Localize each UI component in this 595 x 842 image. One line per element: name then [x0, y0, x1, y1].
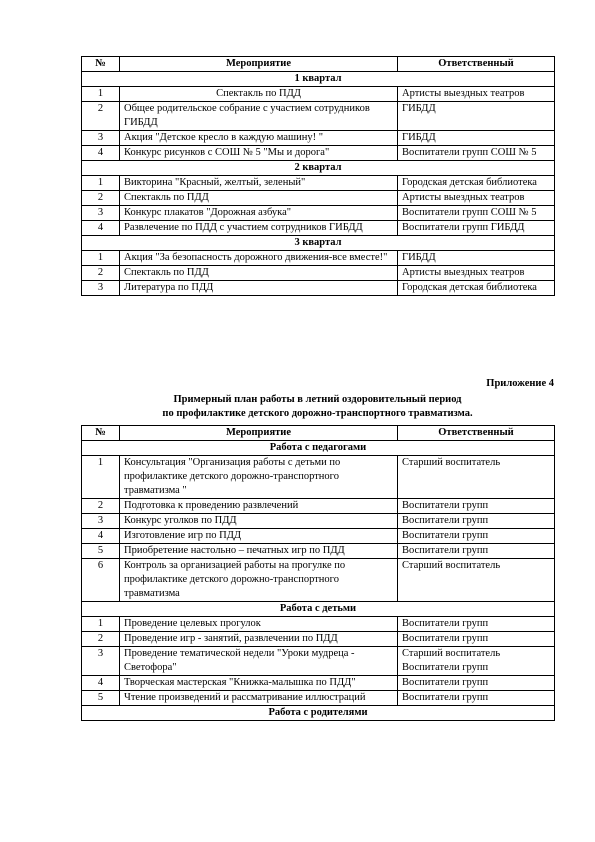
row-responsible: Воспитатели групп: [398, 499, 555, 514]
row-number: 1: [82, 617, 120, 632]
table-row: [82, 102, 555, 131]
row-event: Приобретение настольно – печатных игр по ПДД: [120, 544, 398, 559]
appendix-label: Приложение 4: [486, 378, 554, 389]
section-title: Работа с родителями: [82, 706, 555, 721]
row-responsible: Старший воспитатель Воспитатели групп: [398, 647, 555, 676]
section-title: 2 квартал: [82, 161, 555, 176]
table-row: [82, 499, 555, 514]
table-row: [82, 281, 555, 296]
table-row: [82, 691, 555, 706]
row-responsible: Артисты выездных театров: [398, 266, 555, 281]
row-number: 3: [82, 647, 120, 676]
section-row: [82, 72, 555, 87]
table-row: [82, 647, 555, 676]
table-row: [82, 617, 555, 632]
row-number: 4: [82, 146, 120, 161]
row-number: 3: [82, 206, 120, 221]
row-number: 1: [82, 87, 120, 102]
col-header-responsible: Ответственный: [398, 426, 555, 441]
row-number: 4: [82, 529, 120, 544]
row-event: Викторина "Красный, желтый, зеленый": [120, 176, 398, 191]
row-responsible: Городская детская библиотека: [398, 281, 555, 296]
row-responsible: ГИБДД: [398, 131, 555, 146]
section-row: [82, 706, 555, 721]
section-row: [82, 161, 555, 176]
section-title: Работа с детьми: [82, 602, 555, 617]
plan-table-summer: [81, 425, 555, 721]
row-event: Консультация "Организация работы с детьми по профилактике детского дорожно-транспортного травматизма ": [120, 456, 398, 499]
row-responsible: Воспитатели групп: [398, 676, 555, 691]
row-number: 4: [82, 676, 120, 691]
row-number: 2: [82, 499, 120, 514]
table-row: [82, 191, 555, 206]
row-event: Спектакль по ПДД: [120, 87, 398, 102]
row-responsible: Воспитатели групп: [398, 514, 555, 529]
row-number: 3: [82, 281, 120, 296]
table-row: [82, 559, 555, 602]
row-responsible: Старший воспитатель: [398, 456, 555, 499]
section-row: [82, 236, 555, 251]
col-header-event: Мероприятие: [120, 57, 398, 72]
row-responsible: Воспитатели групп: [398, 691, 555, 706]
table-row: [82, 146, 555, 161]
row-number: 6: [82, 559, 120, 602]
row-responsible: ГИБДД: [398, 102, 555, 131]
table-row: [82, 206, 555, 221]
row-event: Литература по ПДД: [120, 281, 398, 296]
row-event: Изготовление игр по ПДД: [120, 529, 398, 544]
row-number: 5: [82, 544, 120, 559]
table-row: [82, 131, 555, 146]
row-event: Чтение произведений и рассматривание иллюстраций: [120, 691, 398, 706]
row-responsible: Артисты выездных театров: [398, 191, 555, 206]
row-event: Спектакль по ПДД: [120, 266, 398, 281]
row-event: Общее родительское собрание с участием сотрудников ГИБДД: [120, 102, 398, 131]
table-row: [82, 529, 555, 544]
section-row: [82, 602, 555, 617]
table-row: [82, 632, 555, 647]
row-event: Проведение тематической недели "Уроки мудреца - Светофора": [120, 647, 398, 676]
row-event: Развлечение по ПДД с участием сотрудников ГИБДД: [120, 221, 398, 236]
row-event: Конкурс уголков по ПДД: [120, 514, 398, 529]
table-row: [82, 514, 555, 529]
row-responsible: Воспитатели групп: [398, 529, 555, 544]
section-title: 3 квартал: [82, 236, 555, 251]
table-row: [82, 266, 555, 281]
row-responsible: Артисты выездных театров: [398, 87, 555, 102]
table-row: [82, 221, 555, 236]
row-number: 5: [82, 691, 120, 706]
row-event: Акция "Детское кресло в каждую машину! ": [120, 131, 398, 146]
row-responsible: Воспитатели групп: [398, 617, 555, 632]
row-event: Конкурс плакатов "Дорожная азбука": [120, 206, 398, 221]
table-row: [82, 176, 555, 191]
row-number: 4: [82, 221, 120, 236]
row-number: 1: [82, 456, 120, 499]
table-row: [82, 456, 555, 499]
plan-title-line-2: по профилактике детского дорожно-транспортного травматизма.: [162, 408, 473, 419]
table-header-row: [82, 426, 555, 441]
row-event: Акция "За безопасность дорожного движения-все вместе!": [120, 251, 398, 266]
section-title: Работа с педагогами: [82, 441, 555, 456]
table-header-row: [82, 57, 555, 72]
row-responsible: Старший воспитатель: [398, 559, 555, 602]
row-number: 1: [82, 176, 120, 191]
section-title: 1 квартал: [82, 72, 555, 87]
row-responsible: Воспитатели групп: [398, 544, 555, 559]
row-responsible: Воспитатели групп ГИБДД: [398, 221, 555, 236]
row-responsible: Воспитатели групп СОШ № 5: [398, 146, 555, 161]
row-number: 1: [82, 251, 120, 266]
row-number: 3: [82, 514, 120, 529]
row-event: Контроль за организацией работы на прогулке по профилактике детского дорожно-транспортного травматизма: [120, 559, 398, 602]
row-event: Проведение целевых прогулок: [120, 617, 398, 632]
row-number: 2: [82, 102, 120, 131]
table-row: [82, 251, 555, 266]
row-event: Конкурс рисунков с СОШ № 5 "Мы и дорога": [120, 146, 398, 161]
plan-title-line-1: Примерный план работы в летний оздоровительный период: [173, 394, 462, 405]
row-event: Проведение игр - занятий, развлечении по ПДД: [120, 632, 398, 647]
row-number: 2: [82, 632, 120, 647]
row-event: Подготовка к проведению развлечений: [120, 499, 398, 514]
table-row: [82, 676, 555, 691]
table-row: [82, 87, 555, 102]
row-responsible: Городская детская библиотека: [398, 176, 555, 191]
row-event: Спектакль по ПДД: [120, 191, 398, 206]
col-header-event: Мероприятие: [120, 426, 398, 441]
row-number: 2: [82, 191, 120, 206]
section-row: [82, 441, 555, 456]
row-number: 2: [82, 266, 120, 281]
table-row: [82, 544, 555, 559]
row-responsible: Воспитатели групп СОШ № 5: [398, 206, 555, 221]
row-responsible: ГИБДД: [398, 251, 555, 266]
col-header-number: №: [82, 426, 120, 441]
row-responsible: Воспитатели групп: [398, 632, 555, 647]
col-header-number: №: [82, 57, 120, 72]
col-header-responsible: Ответственный: [398, 57, 555, 72]
row-event: Творческая мастерская "Книжка-малышка по ПДД": [120, 676, 398, 691]
row-number: 3: [82, 131, 120, 146]
plan-table-quarterly: [81, 56, 555, 296]
